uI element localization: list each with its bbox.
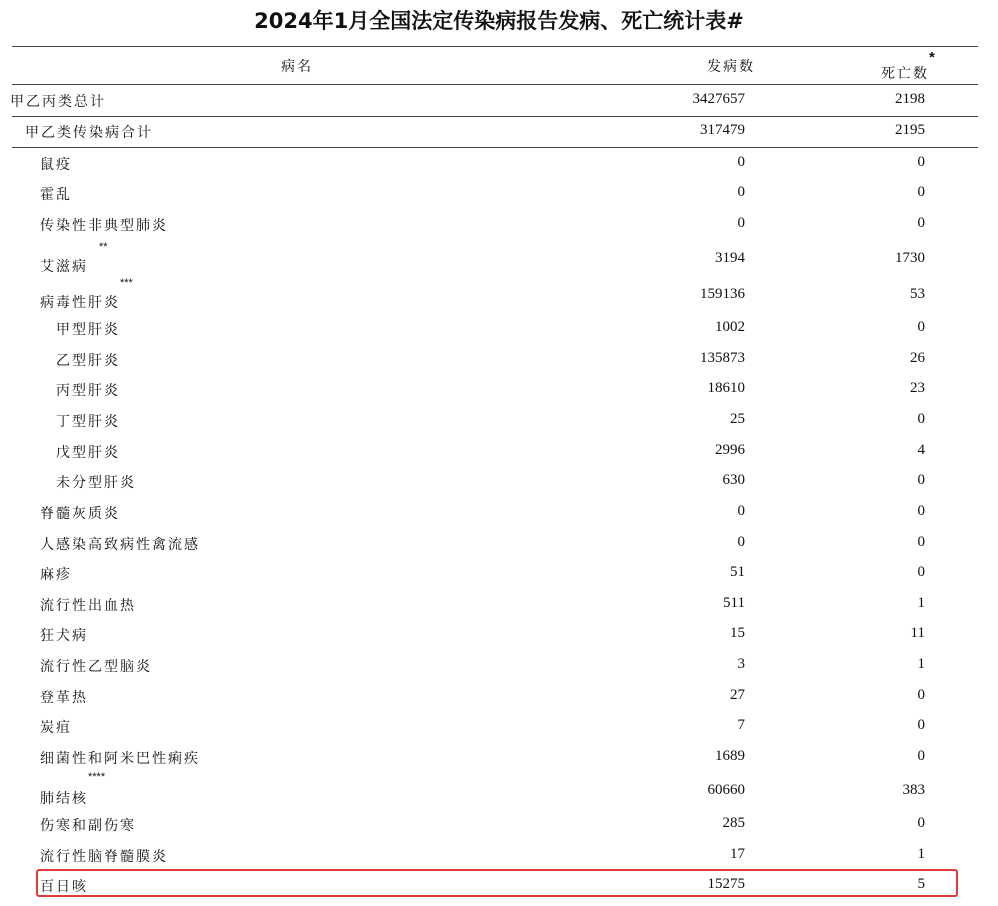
table-row xyxy=(0,846,966,870)
deaths-value: 4 xyxy=(917,442,925,458)
cases-value: 27 xyxy=(730,687,745,703)
disease-name: 丙型肝炎 xyxy=(56,383,120,399)
table-row xyxy=(0,154,966,178)
cases-value: 15 xyxy=(730,625,745,641)
disease-name: 传染性非典型肺炎 xyxy=(40,218,168,234)
cases-value: 0 xyxy=(737,534,745,550)
deaths-value: 0 xyxy=(917,534,925,550)
cases-value: 0 xyxy=(737,503,745,519)
cases-value: 15275 xyxy=(707,876,745,892)
footnote-mark: **** xyxy=(88,771,106,783)
cases-value: 511 xyxy=(723,595,745,611)
disease-name: 霍乱 xyxy=(40,187,72,203)
column-header-deaths-mark: * xyxy=(929,49,935,66)
deaths-value: 5 xyxy=(917,876,925,892)
disease-name: 甲型肝炎 xyxy=(56,322,120,338)
cases-value: 1689 xyxy=(715,748,745,764)
table-row xyxy=(0,91,966,115)
table-row xyxy=(0,625,966,649)
deaths-value: 0 xyxy=(917,184,925,200)
disease-name: 人感染高致病性禽流感 xyxy=(40,537,200,553)
disease-name: 伤寒和副伤寒 xyxy=(40,818,136,834)
column-header-name: 病名 xyxy=(281,59,313,75)
deaths-value: 0 xyxy=(917,717,925,733)
deaths-value: 0 xyxy=(917,687,925,703)
table-row xyxy=(0,534,966,558)
disease-name: 乙型肝炎 xyxy=(56,353,120,369)
header-bottom-rule xyxy=(12,84,978,85)
deaths-value: 2198 xyxy=(895,91,925,107)
deaths-value: 0 xyxy=(917,564,925,580)
cases-value: 18610 xyxy=(707,380,745,396)
table-row xyxy=(0,815,966,839)
table-row xyxy=(0,656,966,680)
cases-value: 159136 xyxy=(700,286,745,302)
table-row xyxy=(0,215,966,239)
cases-value: 3427657 xyxy=(692,91,745,107)
total-row-rule xyxy=(12,116,978,117)
table-row xyxy=(0,122,966,146)
cases-value: 630 xyxy=(722,472,745,488)
deaths-value: 0 xyxy=(917,748,925,764)
disease-name: 流行性乙型脑炎 xyxy=(40,659,152,675)
cases-value: 0 xyxy=(737,215,745,231)
column-header-cases: 发病数 xyxy=(707,59,755,75)
table-row xyxy=(0,350,966,374)
deaths-value: 53 xyxy=(910,286,925,302)
disease-name: 甲乙丙类总计 xyxy=(10,94,106,110)
deaths-value: 0 xyxy=(917,319,925,335)
deaths-value: 0 xyxy=(917,215,925,231)
cases-value: 317479 xyxy=(700,122,745,138)
table-row xyxy=(0,472,966,496)
page-title: 2024年1月全国法定传染病报告发病、死亡统计表# xyxy=(254,9,744,33)
disease-name: 艾滋病 xyxy=(40,259,88,275)
disease-name: 麻疹 xyxy=(40,567,72,583)
cases-value: 60660 xyxy=(707,782,745,798)
table-row xyxy=(0,595,966,619)
deaths-value: 383 xyxy=(902,782,925,798)
table-row xyxy=(0,277,966,311)
deaths-value: 0 xyxy=(917,503,925,519)
table-row xyxy=(0,687,966,711)
table-row xyxy=(0,717,966,741)
cases-value: 0 xyxy=(737,154,745,170)
footnote-mark: ** xyxy=(99,241,108,253)
deaths-value: 23 xyxy=(910,380,925,396)
disease-name: 戊型肝炎 xyxy=(56,445,120,461)
column-header-deaths: 死亡数 xyxy=(881,66,929,82)
deaths-value: 1 xyxy=(917,846,925,862)
highlight-box xyxy=(36,869,958,897)
disease-name: 未分型肝炎 xyxy=(56,475,136,491)
disease-name: 病毒性肝炎 xyxy=(40,295,120,311)
table-row xyxy=(0,411,966,435)
disease-name: 流行性脑脊髓膜炎 xyxy=(40,849,168,865)
table-row xyxy=(0,771,966,807)
deaths-value: 1 xyxy=(917,656,925,672)
table-row xyxy=(0,380,966,404)
table-top-rule xyxy=(12,46,978,47)
deaths-value: 1730 xyxy=(895,250,925,266)
disease-name: 脊髓灰质炎 xyxy=(40,506,120,522)
cases-value: 17 xyxy=(730,846,745,862)
deaths-value: 0 xyxy=(917,411,925,427)
disease-name: 丁型肝炎 xyxy=(56,414,120,430)
disease-name: 流行性出血热 xyxy=(40,598,136,614)
cases-value: 285 xyxy=(722,815,745,831)
disease-name: 百日咳 xyxy=(40,879,88,895)
cases-value: 3194 xyxy=(715,250,745,266)
cases-value: 51 xyxy=(730,564,745,580)
table-row xyxy=(0,564,966,588)
cases-value: 135873 xyxy=(700,350,745,366)
cases-value: 2996 xyxy=(715,442,745,458)
deaths-value: 1 xyxy=(917,595,925,611)
deaths-value: 0 xyxy=(917,815,925,831)
subtotal-row-rule xyxy=(12,147,978,148)
disease-name: 登革热 xyxy=(40,690,88,706)
table-row xyxy=(0,442,966,466)
cases-value: 25 xyxy=(730,411,745,427)
cases-value: 7 xyxy=(737,717,745,733)
disease-name: 鼠疫 xyxy=(40,157,72,173)
cases-value: 1002 xyxy=(715,319,745,335)
disease-name: 炭疽 xyxy=(40,720,72,736)
deaths-value: 11 xyxy=(910,625,925,641)
disease-name: 甲乙类传染病合计 xyxy=(25,125,153,141)
table-row xyxy=(0,319,966,343)
table-row xyxy=(0,503,966,527)
disease-name: 肺结核 xyxy=(40,791,88,807)
deaths-value: 0 xyxy=(917,154,925,170)
cases-value: 0 xyxy=(737,184,745,200)
disease-name: 细菌性和阿米巴性痢疾 xyxy=(40,751,200,767)
table-row xyxy=(0,184,966,208)
disease-name: 狂犬病 xyxy=(40,628,88,644)
deaths-value: 0 xyxy=(917,472,925,488)
deaths-value: 2195 xyxy=(895,122,925,138)
deaths-value: 26 xyxy=(910,350,925,366)
table-row xyxy=(0,241,966,275)
cases-value: 3 xyxy=(737,656,745,672)
table-row xyxy=(0,748,966,772)
footnote-mark: *** xyxy=(120,277,133,289)
